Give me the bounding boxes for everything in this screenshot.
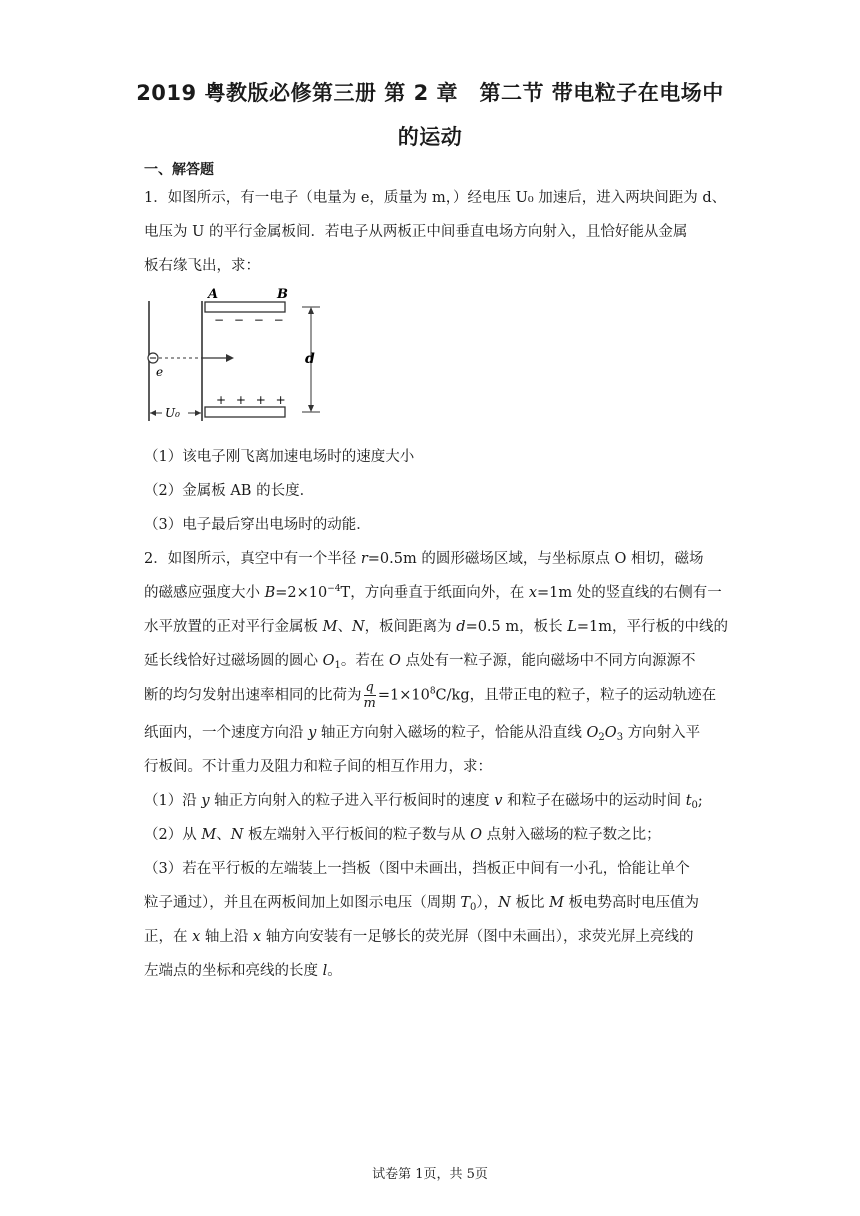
label-d: d: [305, 351, 315, 367]
q1-sub2: （2）金属板 AB 的长度．: [144, 483, 315, 499]
q2-sub3-line3: 正，在 x 轴上沿 x 轴方向安装有一足够长的荧光屏（图中未画出），求荧光屏上亮线的: [144, 929, 694, 945]
q2-sub3-line4: 左端点的坐标和亮线的长度 l。: [144, 963, 342, 979]
q2-text-line1: 2．如图所示，真空中有一个半径 r=0.5m 的圆形磁场区域，与坐标原点 O 相切，磁场: [144, 551, 704, 567]
q2-text-line3: 水平放置的正对平行金属板 M、N，板间距离为 d=0.5 m，板长 L=1m，平行板的中线的: [144, 619, 729, 635]
q2-sub3-line1: （3）若在平行板的左端装上一挡板（图中未画出，挡板正中间有一小孔，恰能让单个: [144, 861, 690, 877]
q1-text-line3: 板右缘飞出，求：: [144, 258, 260, 274]
q2-text-line5: 断的均匀发射出速率相同的比荷为 $\frac{q}{m}$ $=1\times 10^8C/kg$，且带正电的粒子，粒子的运动轨迹在: [144, 680, 717, 711]
q2-text-line4: 延长线恰好过磁场圆的圆心 $O_1$。若在 O 点处有一粒子源，能向磁场中不同方向源源不: [144, 653, 696, 671]
document-title-line1: 2019 粤教版必修第三册 第 2 章 第二节 带电粒子在电场中: [136, 81, 724, 105]
label-a: A: [208, 287, 219, 302]
bottom-plate: [205, 407, 285, 417]
page-footer: 试卷第 1页，共 5页: [372, 1167, 488, 1182]
q2-text-line2: 的磁感应强度大小 $B=2\times 10^{-4}T$，方向垂直于纸面向外，在 x=1m 处的竖直线的右侧有一: [144, 584, 722, 601]
q1-text-line1: 1．如图所示，有一电子（电量为 e，质量为 m，）经电压 U₀ 加速后，进入两块间距为 d、: [144, 190, 727, 206]
document-title-line2: 的运动: [397, 125, 463, 149]
q2-sub1: （1）沿 y 轴正方向射入的粒子进入平行板间时的速度 v 和粒子在磁场中的运动时间 $t_0$;: [144, 793, 703, 811]
q1-figure: [144, 286, 324, 424]
q2-sub2: （2）从 M、N 板左端射入平行板间的粒子数与从 O 点射入磁场的粒子数之比；: [144, 827, 661, 843]
charge-mass-fraction: $\frac{q}{m}$: [363, 680, 376, 711]
plate-a-b: [205, 302, 285, 312]
q1-text-line2: 电压为 U 的平行金属板间．若电子从两板正中间垂直电场方向射入，且恰好能从金属: [144, 224, 688, 240]
label-b: B: [277, 287, 288, 302]
arrow-head-icon: [226, 354, 234, 362]
q2-sub3-line2: 粒子通过），并且在两板间加上如图示电压（周期 $T_0$），N 板比 M 板电势高时电压值为: [144, 895, 700, 913]
q2-text-line6: 纸面内，一个速度方向沿 y 轴正方向射入磁场的粒子，恰能从沿直线 $O_2O_3$ 方向射入平: [144, 725, 701, 743]
bottom-plate-charges: + + + +: [216, 393, 289, 407]
q2-text-line7: 行板间。不计重力及阻力和粒子间的相互作用力，求：: [144, 759, 492, 775]
top-plate-charges: − − − −: [214, 313, 287, 327]
label-e: e: [156, 365, 164, 379]
q1-sub1: （1）该电子刚飞离加速电场时的速度大小: [144, 449, 415, 465]
section-heading: 一、解答题: [144, 162, 214, 178]
label-u0: U₀: [165, 406, 180, 420]
q1-sub3: （3）电子最后穿出电场时的动能．: [144, 517, 371, 533]
